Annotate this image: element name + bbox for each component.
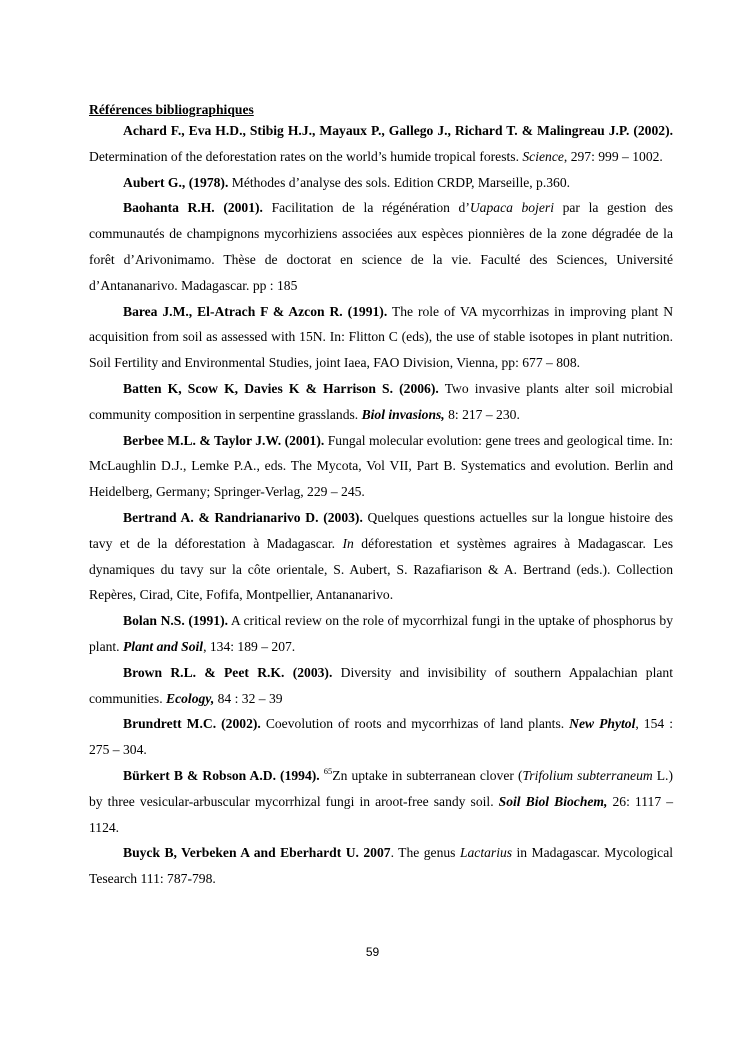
reference-entry bbox=[89, 660, 673, 712]
references-section bbox=[89, 101, 673, 892]
reference-text: Quelques questions actuelles sur la longue histoire des tavy et de la déforestation à Madagascar. bbox=[89, 509, 673, 551]
reference-text: The role of VA mycorrhizas in improving plant N acquisition from soil as assessed with 15N. In: Flitton C (eds), the use of stable isotopes in plant nutrition. Soil Fertility and Environmental Studies, joint Iaea, FAO Division, Vienna, pp: 677 – 808. bbox=[89, 303, 674, 371]
reference-text: Two invasive plants alter soil microbial community composition in serpentine grasslands. bbox=[89, 380, 674, 422]
reference-authors: Baohanta R.H. (2001). bbox=[123, 200, 263, 216]
reference-authors: Barea J.M., El-Atrach F & Azcon R. (1991). bbox=[123, 303, 388, 319]
reference-text: déforestation et systèmes agraires à Madagascar. Les dynamiques du tavy sur la côte orientale, S. Aubert, S. Razafiarison & A. Bertrand (eds.). Collection Repères, Cirad, Cite, Fofifa, Montpellier, Antananarivo. bbox=[89, 535, 673, 603]
reference-text: Determination of the deforestation rates on the world’s humide tropical forests. bbox=[89, 148, 523, 164]
reference-journal: Biol invasions, bbox=[361, 406, 445, 422]
reference-journal-wrapper bbox=[569, 716, 635, 731]
reference-journal-wrapper bbox=[123, 639, 203, 654]
reference-text: Coevolution of roots and mycorrhizas of land plants. bbox=[260, 716, 570, 732]
reference-authors: Aubert G., (1978). bbox=[123, 174, 229, 190]
reference-authors: Bertrand A. & Randrianarivo D. (2003). bbox=[123, 509, 363, 525]
reference-text: , 134: 189 – 207. bbox=[203, 638, 296, 654]
reference-text: Facilitation de la régénération d’ bbox=[262, 200, 470, 216]
reference-text: 8: 217 – 230. bbox=[444, 406, 520, 422]
reference-journal: Soil Biol Biochem, bbox=[498, 793, 608, 809]
section-heading: Références bibliographiques bbox=[89, 102, 254, 117]
reference-authors: Bürkert B & Robson A.D. (1994). bbox=[123, 767, 320, 783]
reference-text: 84 : 32 – 39 bbox=[214, 690, 283, 706]
reference-entry bbox=[89, 763, 673, 840]
reference-text: Méthodes d’analyse des sols. Edition CRDP, Marseille, p.360. bbox=[228, 174, 571, 190]
reference-text: Fungal molecular evolution: gene trees and geological time. In: McLaughlin D.J., Lemke P.A., eds. The Mycota, Vol VII, Part B. Systematics and evolution. Berlin and Heidelberg, Germany; Springer-Verlag, 229 – 245. bbox=[89, 432, 673, 500]
reference-text: A critical review on the role of mycorrhizal fungi in the uptake of phosphorus by plant. bbox=[89, 613, 673, 654]
reference-list bbox=[89, 118, 673, 892]
reference-entry bbox=[89, 299, 673, 376]
reference-italic: Science bbox=[522, 148, 564, 164]
reference-text: . The genus bbox=[390, 845, 460, 861]
reference-entry bbox=[89, 428, 673, 505]
reference-text: 26: 1117 – 1124. bbox=[89, 793, 673, 835]
reference-journal: Plant and Soil bbox=[122, 638, 204, 654]
reference-entry bbox=[89, 195, 673, 298]
reference-entry bbox=[89, 505, 673, 608]
reference-entry bbox=[89, 608, 673, 660]
reference-entry bbox=[89, 170, 673, 196]
reference-text: , 297: 999 – 1002. bbox=[563, 148, 663, 164]
reference-journal-wrapper bbox=[499, 794, 608, 809]
reference-journal: New Phytol bbox=[569, 716, 636, 732]
reference-authors: Brundrett M.C. (2002). bbox=[123, 716, 261, 732]
reference-journal-wrapper bbox=[362, 407, 445, 422]
reference-journal: Ecology, bbox=[166, 690, 215, 706]
reference-text: par la gestion des communautés de champignons mycorhiziens associées aux espèces pionnières de la zone dégradée de la forêt d’Arivonimamo. Thèse de doctorat en science de la vie. Faculté des Sciences, Université d’Antananarivo. Madagascar. pp : 185 bbox=[89, 200, 673, 293]
reference-entry bbox=[89, 840, 673, 892]
reference-text: Diversity and invisibility of southern Appalachian plant communities. bbox=[89, 664, 673, 706]
reference-superscript: 65 bbox=[323, 765, 333, 776]
reference-italic: Lactarius bbox=[459, 845, 513, 861]
reference-text: in Madagascar. Mycological Tesearch 111: 787-798. bbox=[89, 845, 674, 887]
reference-entry bbox=[89, 376, 673, 428]
reference-authors: Batten K, Scow K, Davies K & Harrison S. (2006). bbox=[123, 380, 439, 396]
reference-italic: Uapaca bojeri bbox=[469, 200, 554, 216]
reference-entry bbox=[89, 118, 673, 170]
reference-authors: Buyck B, Verbeken A and Eberhardt U. 2007 bbox=[123, 845, 391, 861]
reference-text: L.) by three vesicular-arbuscular mycorrhizal fungi in aroot-free sandy soil. bbox=[89, 767, 673, 809]
reference-authors: Berbee M.L. & Taylor J.W. (2001). bbox=[123, 432, 325, 448]
page-number: 59 bbox=[365, 945, 380, 959]
reference-authors: Brown R.L. & Peet R.K. (2003). bbox=[123, 664, 333, 680]
reference-text: Zn uptake in subterranean clover ( bbox=[332, 767, 523, 783]
reference-text: , 154 : 275 – 304. bbox=[89, 716, 673, 758]
reference-journal-wrapper bbox=[166, 691, 214, 706]
reference-authors: Achard F., Eva H.D., Stibig H.J., Mayaux P., Gallego J., Richard T. & Malingreau J.P. (2002). bbox=[123, 123, 673, 138]
reference-entry bbox=[89, 711, 673, 763]
reference-authors: Bolan N.S. (1991). bbox=[123, 613, 228, 629]
reference-italic: Trifolium subterraneum bbox=[522, 767, 653, 783]
reference-italic: In bbox=[342, 535, 354, 551]
